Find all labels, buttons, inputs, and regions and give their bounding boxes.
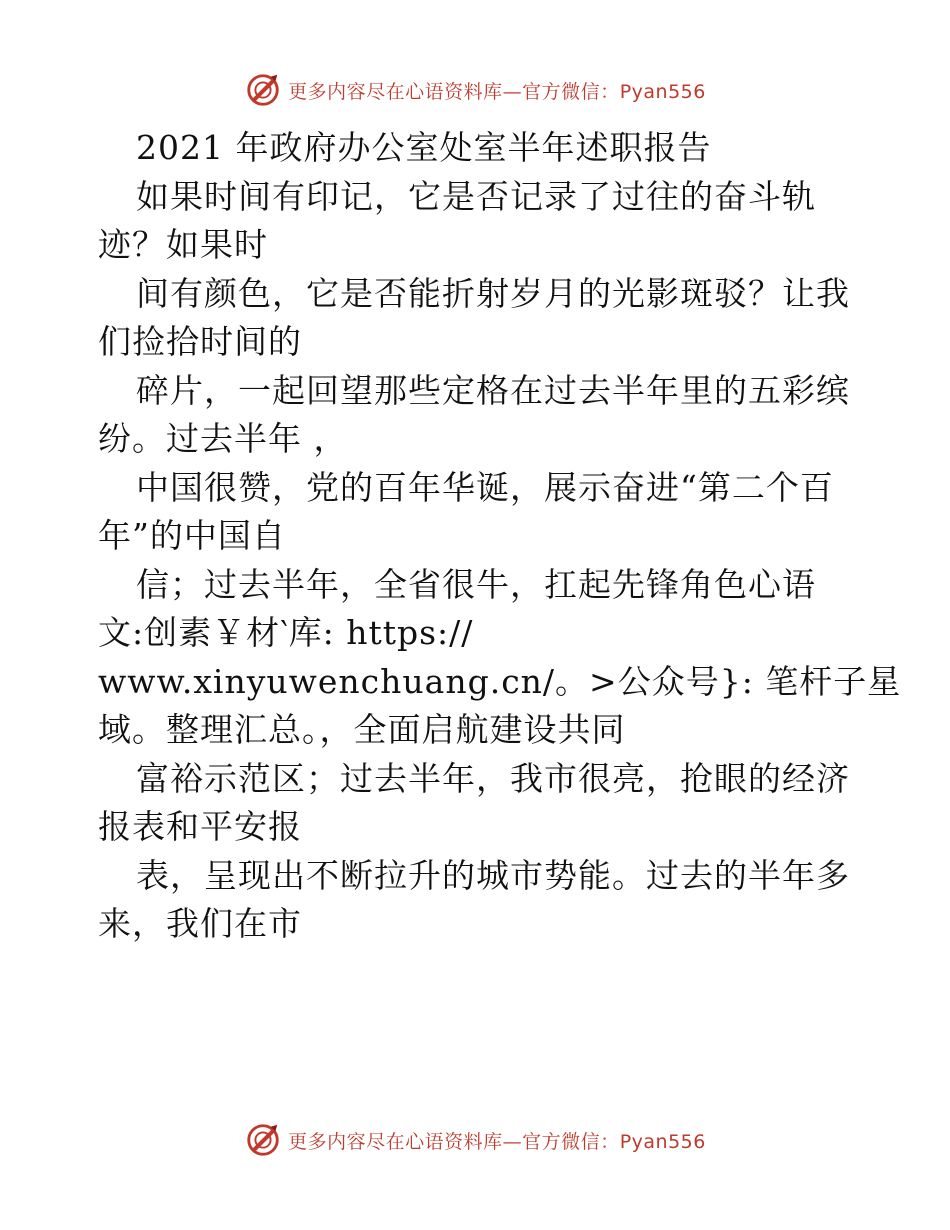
header-brand-text: 更多内容尽在心语资料库 <box>288 80 503 103</box>
brand-logo-icon <box>244 71 282 109</box>
text-line: 富裕示范区；过去半年，我市很亮，抢眼的经济 <box>136 758 850 798</box>
header-banner-text <box>288 77 706 104</box>
text-line: 间有颜色，它是否能折射岁月的光影斑驳？让我 <box>136 273 850 313</box>
text-line: 纷。过去半年 ， <box>98 419 348 458</box>
footer-separator: — <box>502 1130 523 1153</box>
text-line: 中国很赞，党的百年华诞，展示奋进“第二个百 <box>136 467 834 507</box>
footer-brand-text: 更多内容尽在心语资料库 <box>288 1130 503 1153</box>
text-line: 来，我们在市 <box>98 904 302 943</box>
header-separator: — <box>502 80 523 103</box>
footer-banner <box>0 1118 950 1162</box>
text-line: 域。整理汇总。，全面启航建设共同 <box>98 710 626 749</box>
text-line: 信；过去半年，全省很牛，扛起先锋角色心语 <box>136 564 816 604</box>
footer-wechat-label: 官方微信： <box>522 1130 620 1153</box>
document-body <box>98 124 902 949</box>
header-banner <box>0 68 950 112</box>
header-wechat-id: Pyan556 <box>619 80 706 103</box>
text-line: 报表和平安报 <box>98 807 302 846</box>
header-wechat-label: 官方微信： <box>522 80 620 103</box>
text-line: 表，呈现出不断拉升的城市势能。过去的半年多 <box>136 855 850 895</box>
text-line: 文:创素￥材‵库: https:// <box>98 613 474 652</box>
text-line: 如果时间有印记，它是否记录了过往的奋斗轨 <box>136 176 816 216</box>
footer-wechat-id: Pyan556 <box>619 1130 706 1153</box>
text-line: 迹？如果时 <box>98 225 268 264</box>
text-line: 们捡拾时间的 <box>98 322 302 361</box>
brand-logo-icon <box>244 1121 282 1159</box>
text-line: 碎片，一起回望那些定格在过去半年里的五彩缤 <box>136 370 850 410</box>
text-line: 年”的中国自 <box>98 516 286 555</box>
footer-banner-text <box>288 1127 706 1154</box>
text-line: www.xinyuwenchuang.cn/。>公众号}: 笔杆子星 <box>98 661 902 701</box>
document-title: 2021 年政府办公室处室半年述职报告 <box>136 128 712 167</box>
